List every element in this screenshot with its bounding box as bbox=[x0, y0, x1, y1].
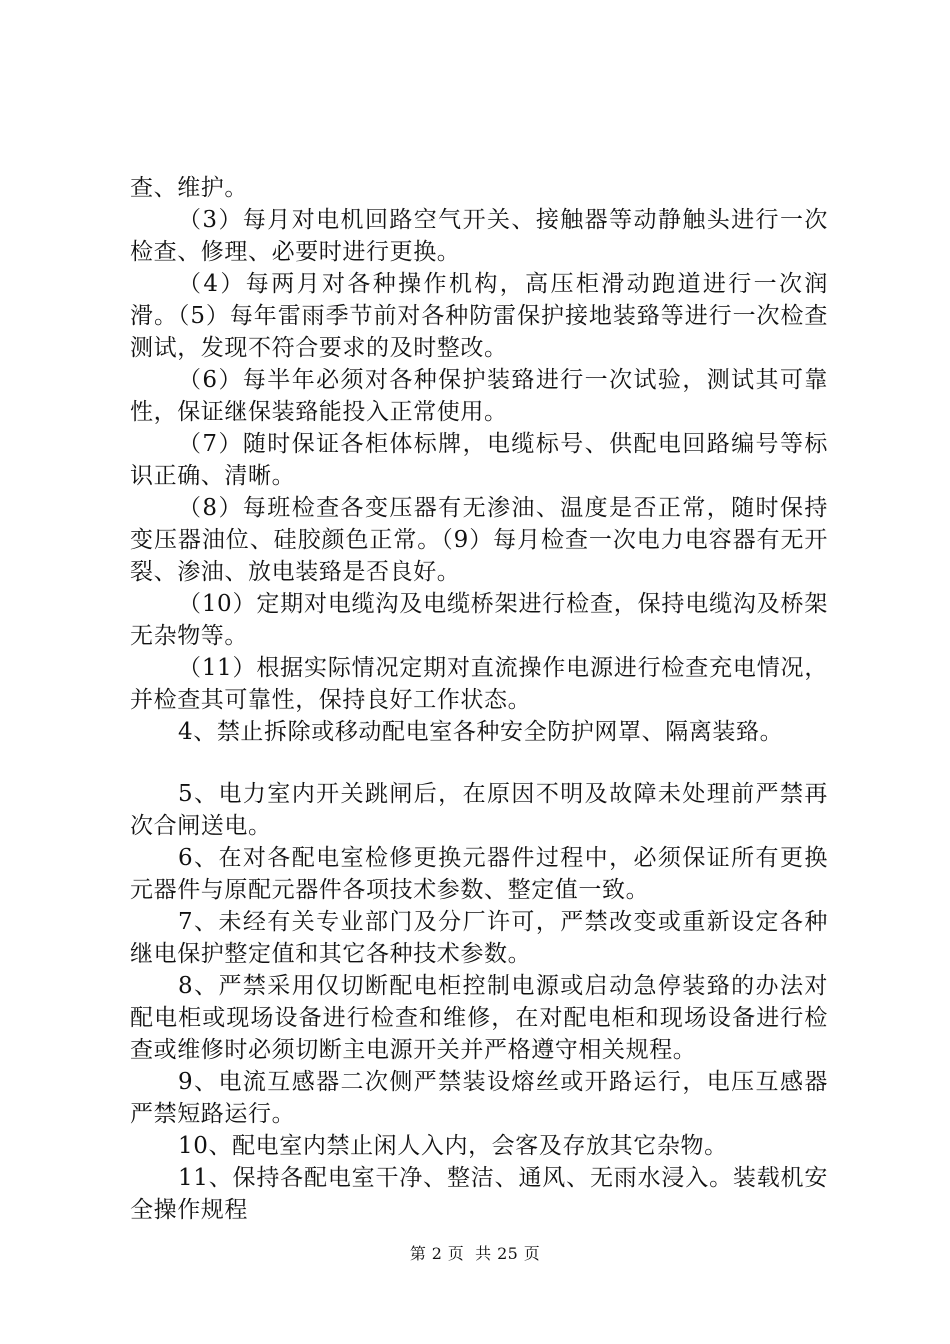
paragraph-rule-11: 11、保持各配电室干净、整洁、通风、无雨水浸入。装载机安全操作规程 bbox=[130, 1165, 828, 1223]
paragraph-item-7: （7）随时保证各柜体标牌，电缆标号、供配电回路编号等标识正确、清晰。 bbox=[130, 431, 828, 489]
paragraph-rule-6: 6、在对各配电室检修更换元器件过程中，必须保证所有更换元器件与原配元器件各项技术参数、整定值一致。 bbox=[130, 845, 828, 903]
paragraph-item-11: （11）根据实际情况定期对直流操作电源进行检查充电情况，并检查其可靠性，保持良好工作状态。 bbox=[130, 655, 828, 713]
paragraph-item-3: （3）每月对电机回路空气开关、接触器等动静触头进行一次检查、修理、必要时进行更换。 bbox=[130, 207, 828, 265]
paragraph-rule-7: 7、未经有关专业部门及分厂许可，严禁改变或重新设定各种继电保护整定值和其它各种技术参数。 bbox=[130, 909, 828, 967]
paragraph-item-6: （6）每半年必须对各种保护装臵进行一次试验，测试其可靠性，保证继保装臵能投入正常使用。 bbox=[130, 367, 828, 425]
paragraph-continuation: 查、维护。 bbox=[130, 175, 248, 201]
paragraph-item-4-5: （4）每两月对各种操作机构，高压柜滑动跑道进行一次润滑。（5）每年雷雨季节前对各种防雷保护接地装臵等进行一次检查测试，发现不符合要求的及时整改。 bbox=[130, 271, 828, 361]
paragraph-rule-5: 5、电力室内开关跳闸后，在原因不明及故障未处理前严禁再次合闸送电。 bbox=[130, 781, 828, 839]
paragraph-item-8-9: （8）每班检查各变压器有无渗油、温度是否正常，随时保持变压器油位、硅胶颜色正常。（9）每月检查一次电力电容器有无开裂、渗油、放电装臵是否良好。 bbox=[130, 495, 828, 585]
document-body bbox=[130, 172, 828, 1226]
page-footer bbox=[0, 1244, 950, 1264]
paragraph-rule-9: 9、电流互感器二次侧严禁装设熔丝或开路运行，电压互感器严禁短路运行。 bbox=[130, 1069, 828, 1127]
paragraph-rule-4: 4、禁止拆除或移动配电室各种安全防护网罩、隔离装臵。 bbox=[178, 719, 784, 745]
paragraph-item-10: （10）定期对电缆沟及电缆桥架进行检查，保持电缆沟及桥架无杂物等。 bbox=[130, 591, 828, 649]
paragraph-rule-8: 8、严禁采用仅切断配电柜控制电源或启动急停装臵的办法对配电柜或现场设备进行检查和维修，在对配电柜和现场设备进行检查或维修时必须切断主电源开关并严格遵守相关规程。 bbox=[130, 973, 828, 1063]
paragraph-rule-10: 10、配电室内禁止闲人入内，会客及存放其它杂物。 bbox=[178, 1133, 728, 1159]
page-number-label: 第 2 页 共 25 页 bbox=[409, 1244, 541, 1263]
